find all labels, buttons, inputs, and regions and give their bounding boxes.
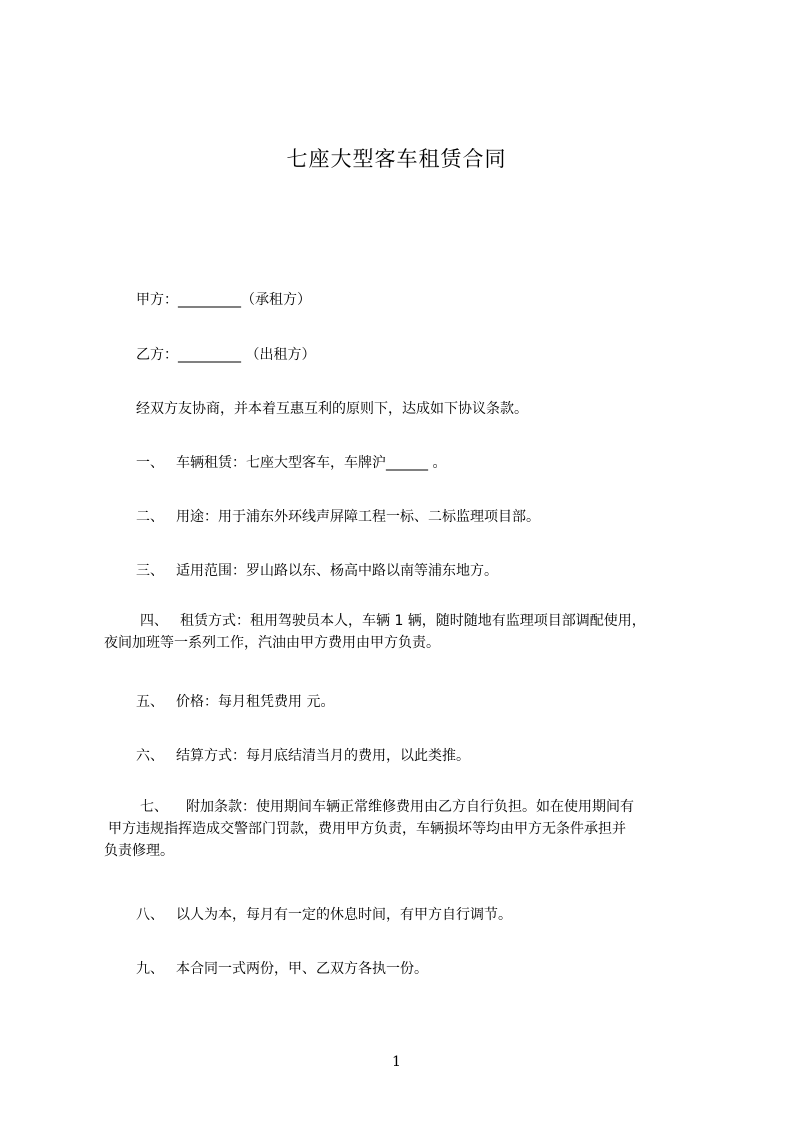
clause-7 — [104, 796, 714, 862]
clause-text: 用途：用于浦东外环线声屏障工程一标、二标监理项目部。 — [176, 509, 540, 525]
clause-text-line: 甲方违规指挥造成交警部门罚款，费用甲方负责，车辆损坏等均由甲方无条件承担并 — [108, 821, 626, 837]
clause-text: 本合同一式两份，甲、乙双方各执一份。 — [176, 961, 428, 977]
clause-3 — [136, 561, 498, 581]
clause-text-line: 租赁方式：租用驾驶员本人，车辆 1 辆，随时随地有监理项目部调配使用， — [180, 613, 646, 629]
clause-number: 六、 — [136, 748, 164, 764]
clause-text: 以人为本，每月有一定的休息时间，有甲方自行调节。 — [176, 907, 512, 923]
page-number: 1 — [392, 1054, 401, 1070]
clause-number: 三、 — [136, 563, 164, 579]
clause-text: 结算方式：每月底结清当月的费用，以此类推。 — [176, 748, 470, 764]
document-title: 七座大型客车租赁合同 — [286, 147, 507, 171]
clause-text-line: 夜间加班等一系列工作，汽油由甲方费用由甲方负责。 — [104, 635, 440, 651]
clause-number: 四、 — [140, 613, 168, 629]
party-b-line: 乙方：_________ （出租方） — [136, 347, 316, 363]
clause-number: 九、 — [136, 961, 164, 977]
clause-number: 五、 — [136, 694, 164, 710]
clause-text-line: 附加条款：使用期间车辆正常维修费用由乙方自行负担。如在使用期间有 — [186, 799, 634, 815]
clause-number: 八、 — [136, 907, 164, 923]
clause-text: 适用范围：罗山路以东、杨高中路以南等浦东地方。 — [176, 563, 498, 579]
clause-8 — [136, 905, 512, 925]
clause-text: 车辆租赁：七座大型客车，车牌沪______ 。 — [176, 455, 447, 471]
clause-number: 一、 — [136, 455, 164, 471]
party-a-line: 甲方：_________（承租方） — [136, 292, 311, 308]
clause-5 — [136, 692, 334, 712]
clause-text-line: 负责修理。 — [104, 843, 174, 859]
clause-number: 七、 — [140, 799, 168, 815]
intro-text: 经双方友协商，并本着互惠互利的原则下，达成如下协议条款。 — [136, 401, 528, 417]
clause-1 — [136, 453, 446, 473]
clause-2 — [136, 507, 540, 527]
clause-9 — [136, 959, 428, 979]
clause-6 — [136, 746, 470, 766]
clause-4 — [104, 610, 704, 654]
clause-text: 价格：每月租凭费用 元。 — [176, 694, 335, 710]
clause-number: 二、 — [136, 509, 164, 525]
